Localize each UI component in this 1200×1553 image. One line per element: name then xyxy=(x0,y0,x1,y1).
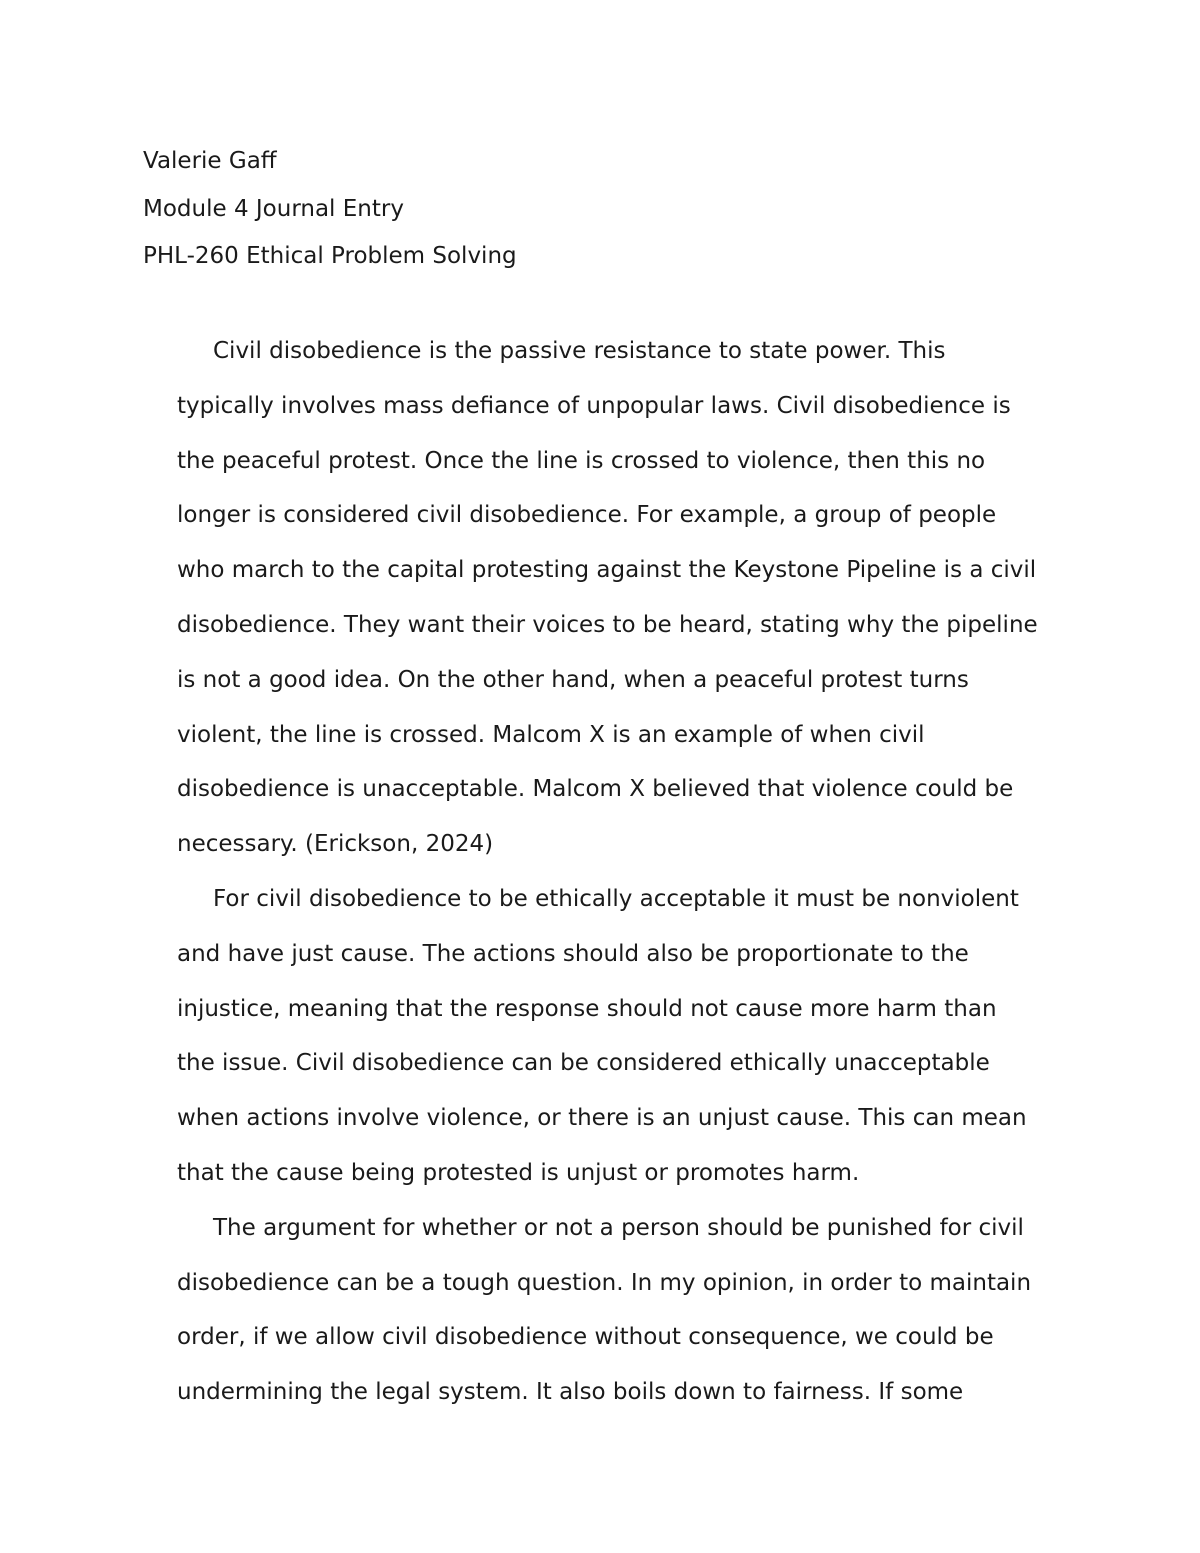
paragraph-line: Civil disobedience is the passive resistance to state power. This xyxy=(213,338,946,364)
paragraph xyxy=(177,872,1077,1201)
paragraph-line: For civil disobedience to be ethically acceptable it must be nonviolent xyxy=(213,885,1019,912)
paragraph-line: is not a good idea. On the other hand, when a peaceful protest turns xyxy=(177,666,969,693)
paragraph-line: the issue. Civil disobedience can be considered ethically unacceptable xyxy=(177,1050,990,1077)
paragraph xyxy=(177,324,1077,872)
paragraph-line: The argument for whether or not a person should be punished for civil xyxy=(213,1214,1024,1241)
paragraph-line: the peaceful protest. Once the line is crossed to violence, then this no xyxy=(177,447,986,474)
paragraph-line: violent, the line is crossed. Malcom X is an example of when civil xyxy=(177,721,925,748)
paragraph xyxy=(177,1201,1077,1420)
assignment-title: Module 4 Journal Entry xyxy=(143,195,404,222)
paragraph-line: disobedience is unacceptable. Malcom X believed that violence could be xyxy=(177,776,1014,803)
paragraph-line: injustice, meaning that the response should not cause more harm than xyxy=(177,995,997,1022)
paragraph-line: when actions involve violence, or there is an unjust cause. This can mean xyxy=(177,1105,1027,1132)
author-name: Valerie Gaff xyxy=(143,148,277,174)
paragraph-line: disobedience can be a tough question. In my opinion, in order to maintain xyxy=(177,1269,1032,1296)
paragraph-line: and have just cause. The actions should also be proportionate to the xyxy=(177,940,969,967)
paragraph-line: undermining the legal system. It also boils down to fairness. If some xyxy=(177,1379,964,1406)
course-name: PHL-260 Ethical Problem Solving xyxy=(143,243,517,269)
paragraph-line: order, if we allow civil disobedience without consequence, we could be xyxy=(177,1324,994,1351)
document-body xyxy=(177,324,1077,1420)
paragraph-line: longer is considered civil disobedience. For example, a group of people xyxy=(177,502,997,529)
paragraph-line: who march to the capital protesting against the Keystone Pipeline is a civil xyxy=(177,557,1037,584)
document-header xyxy=(143,138,1103,281)
paragraph-line: typically involves mass defiance of unpopular laws. Civil disobedience is xyxy=(177,392,1011,419)
paragraph-line: disobedience. They want their voices to be heard, stating why the pipeline xyxy=(177,611,1038,638)
paragraph-line: necessary. (Erickson, 2024) xyxy=(177,831,494,858)
paragraph-line: that the cause being protested is unjust or promotes harm. xyxy=(177,1159,860,1186)
